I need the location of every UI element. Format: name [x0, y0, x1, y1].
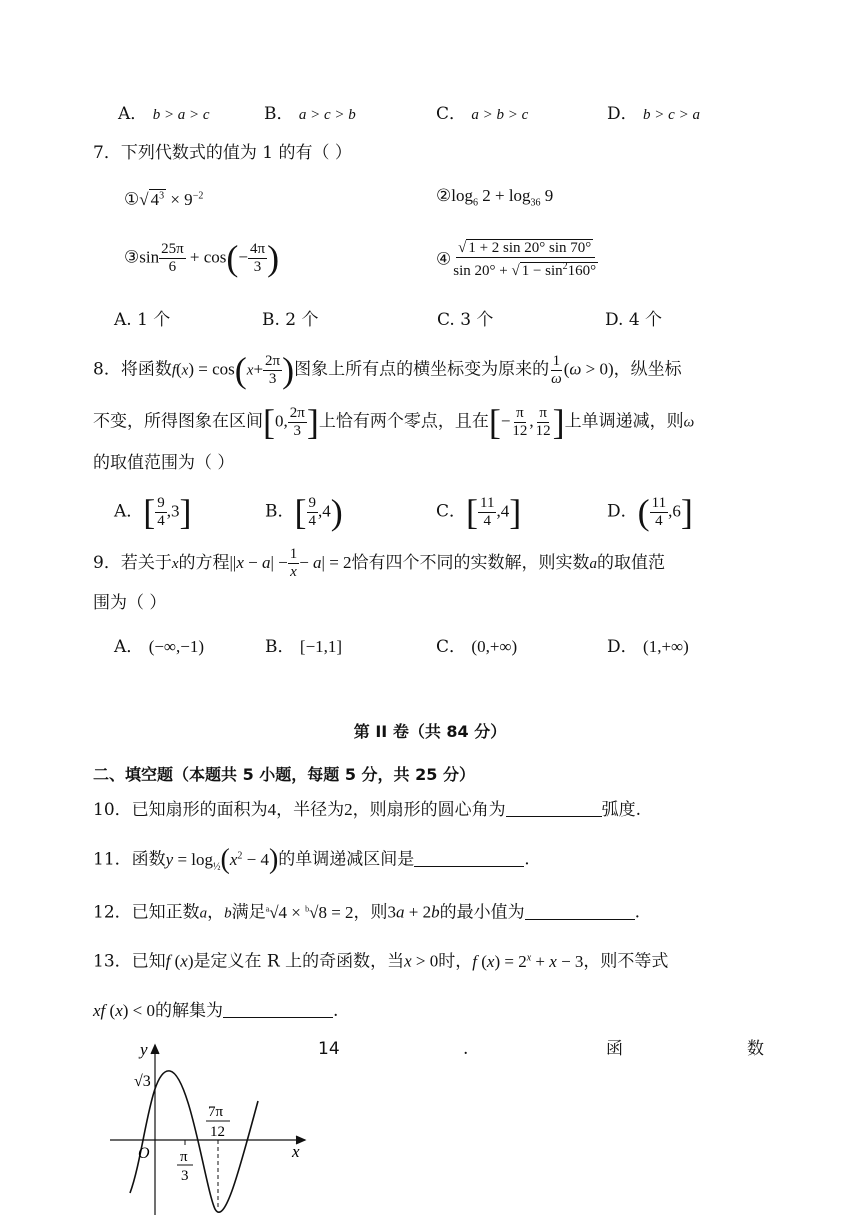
q6-option-b: B． a > c > b [264, 104, 356, 124]
origin-label: O [138, 1145, 150, 1162]
q6-option-c: C． a > b > c [436, 104, 529, 124]
graph-axes [110, 1045, 305, 1215]
q7-item-2: $②\log_6$ $2 + \log_{36} 9$ [436, 186, 554, 209]
part2-title: 二、填空题（本题共 5 小题，每题 5 分，共 25 分） [93, 765, 475, 784]
seven-pi-numerator: 7π [208, 1104, 224, 1120]
sine-curve [130, 1071, 258, 1212]
q10: 10．已知扇形的面积为4，半径为2，则扇形的圆心角为 弧度. [93, 800, 642, 820]
q9-option-b: B． [−1,1] [265, 637, 343, 657]
q6-option-a: A． b > a > c [118, 104, 210, 124]
axis-x-label: x [292, 1142, 300, 1161]
q8-line-3: 的取值范围为（ ） [93, 453, 235, 473]
q13-line-2: xf (x) < 0的解集为 . [93, 1001, 339, 1021]
q7-stem: 7．下列代数式的值为 1 的有（ ） [93, 143, 352, 163]
q7-item-1: ①√ $4^3 \times 9^{-2}$ [124, 189, 204, 210]
q14-graph [100, 1037, 320, 1215]
q9-option-c: C． (0,+∞) [436, 637, 518, 657]
q8-option-c: C．[ $\frac{11}{4}$ ,4] [436, 492, 522, 532]
q11: 11．函数$y = \log_{\frac{1}{2}}(x^2 - 4)$的单调递减区间是 . [93, 844, 530, 875]
q7-item-4: ④ $\frac{√ 1 + 2 \sin 20^\circ \sin 70^\circ}{\sin 20^\circ + √ 1 - \sin^2160^\circ}$ [436, 240, 597, 279]
q9-line-1: 9．若关于x的方程||x − a| − $\frac{1}{x}$ − a| = 2恰有四个不同的实数解，则实数a的取值范 [93, 546, 666, 580]
q8-option-a: A．[ $\frac{9}{4}$ ,3] [114, 492, 192, 532]
q14-number: 14 [318, 1039, 340, 1059]
pi3-numerator: π [180, 1149, 188, 1165]
q12: 12．已知正数a，b满足$^a$√4 × $^b$√8 = 2，则3a + 2b的最小值为 . [93, 902, 641, 923]
sqrt3-label: √3 [134, 1073, 151, 1090]
q8-option-d: D．( $\frac{11}{4}$ ,6] [607, 492, 693, 532]
q7-item-3: ③sin $\frac{25\pi}{6}$ + cos(− $\frac{4\pi}{3}$ ) [124, 238, 280, 278]
q8-option-b: B．[ $\frac{9}{4}$ ,4) [265, 492, 343, 532]
q8-line-1: 8．将函数f(x) = cos(x+ $\frac{2\pi}{3}$ )图象上所有点的横坐标变为原来的 $\frac{1}{\omega}$ (ω > 0)，纵坐标 [93, 350, 682, 390]
q8-line-2: 不变，所得图象在区间[0, $\frac{2\pi}{3}$ ]上恰有两个零点，且在[− $\frac{\pi}{12}$ , $\frac{\pi}{12}$ ]上单调递减，则ω [93, 402, 695, 442]
section-title: 第 II 卷（共 84 分） [353, 722, 507, 741]
axis-y-label: y [140, 1040, 148, 1059]
q14-word-2: 数 [747, 1039, 764, 1059]
seven-pi-denominator: 12 [210, 1124, 225, 1140]
pi3-denominator: 3 [181, 1168, 189, 1184]
q7-option-c: C. 3 个 [437, 310, 494, 330]
q13-line-1: 13．已知f (x)是定义在 R 上的奇函数，当x > 0时，f $(x) = 2^x + x - 3$，则不等式 [93, 951, 669, 972]
q9-line-2: 围为（ ） [93, 593, 167, 613]
q9-option-d: D． (1,+∞) [607, 637, 689, 657]
q7-option-a: A. 1 个 [114, 310, 171, 330]
q14-dot: . [463, 1039, 469, 1059]
q7-option-b: B. 2 个 [262, 310, 319, 330]
q9-option-a: A． (−∞,−1) [114, 637, 205, 657]
q7-option-d: D. 4 个 [605, 310, 663, 330]
q14-word-1: 函 [606, 1039, 623, 1059]
q6-option-d: D． b > c > a [607, 104, 700, 124]
